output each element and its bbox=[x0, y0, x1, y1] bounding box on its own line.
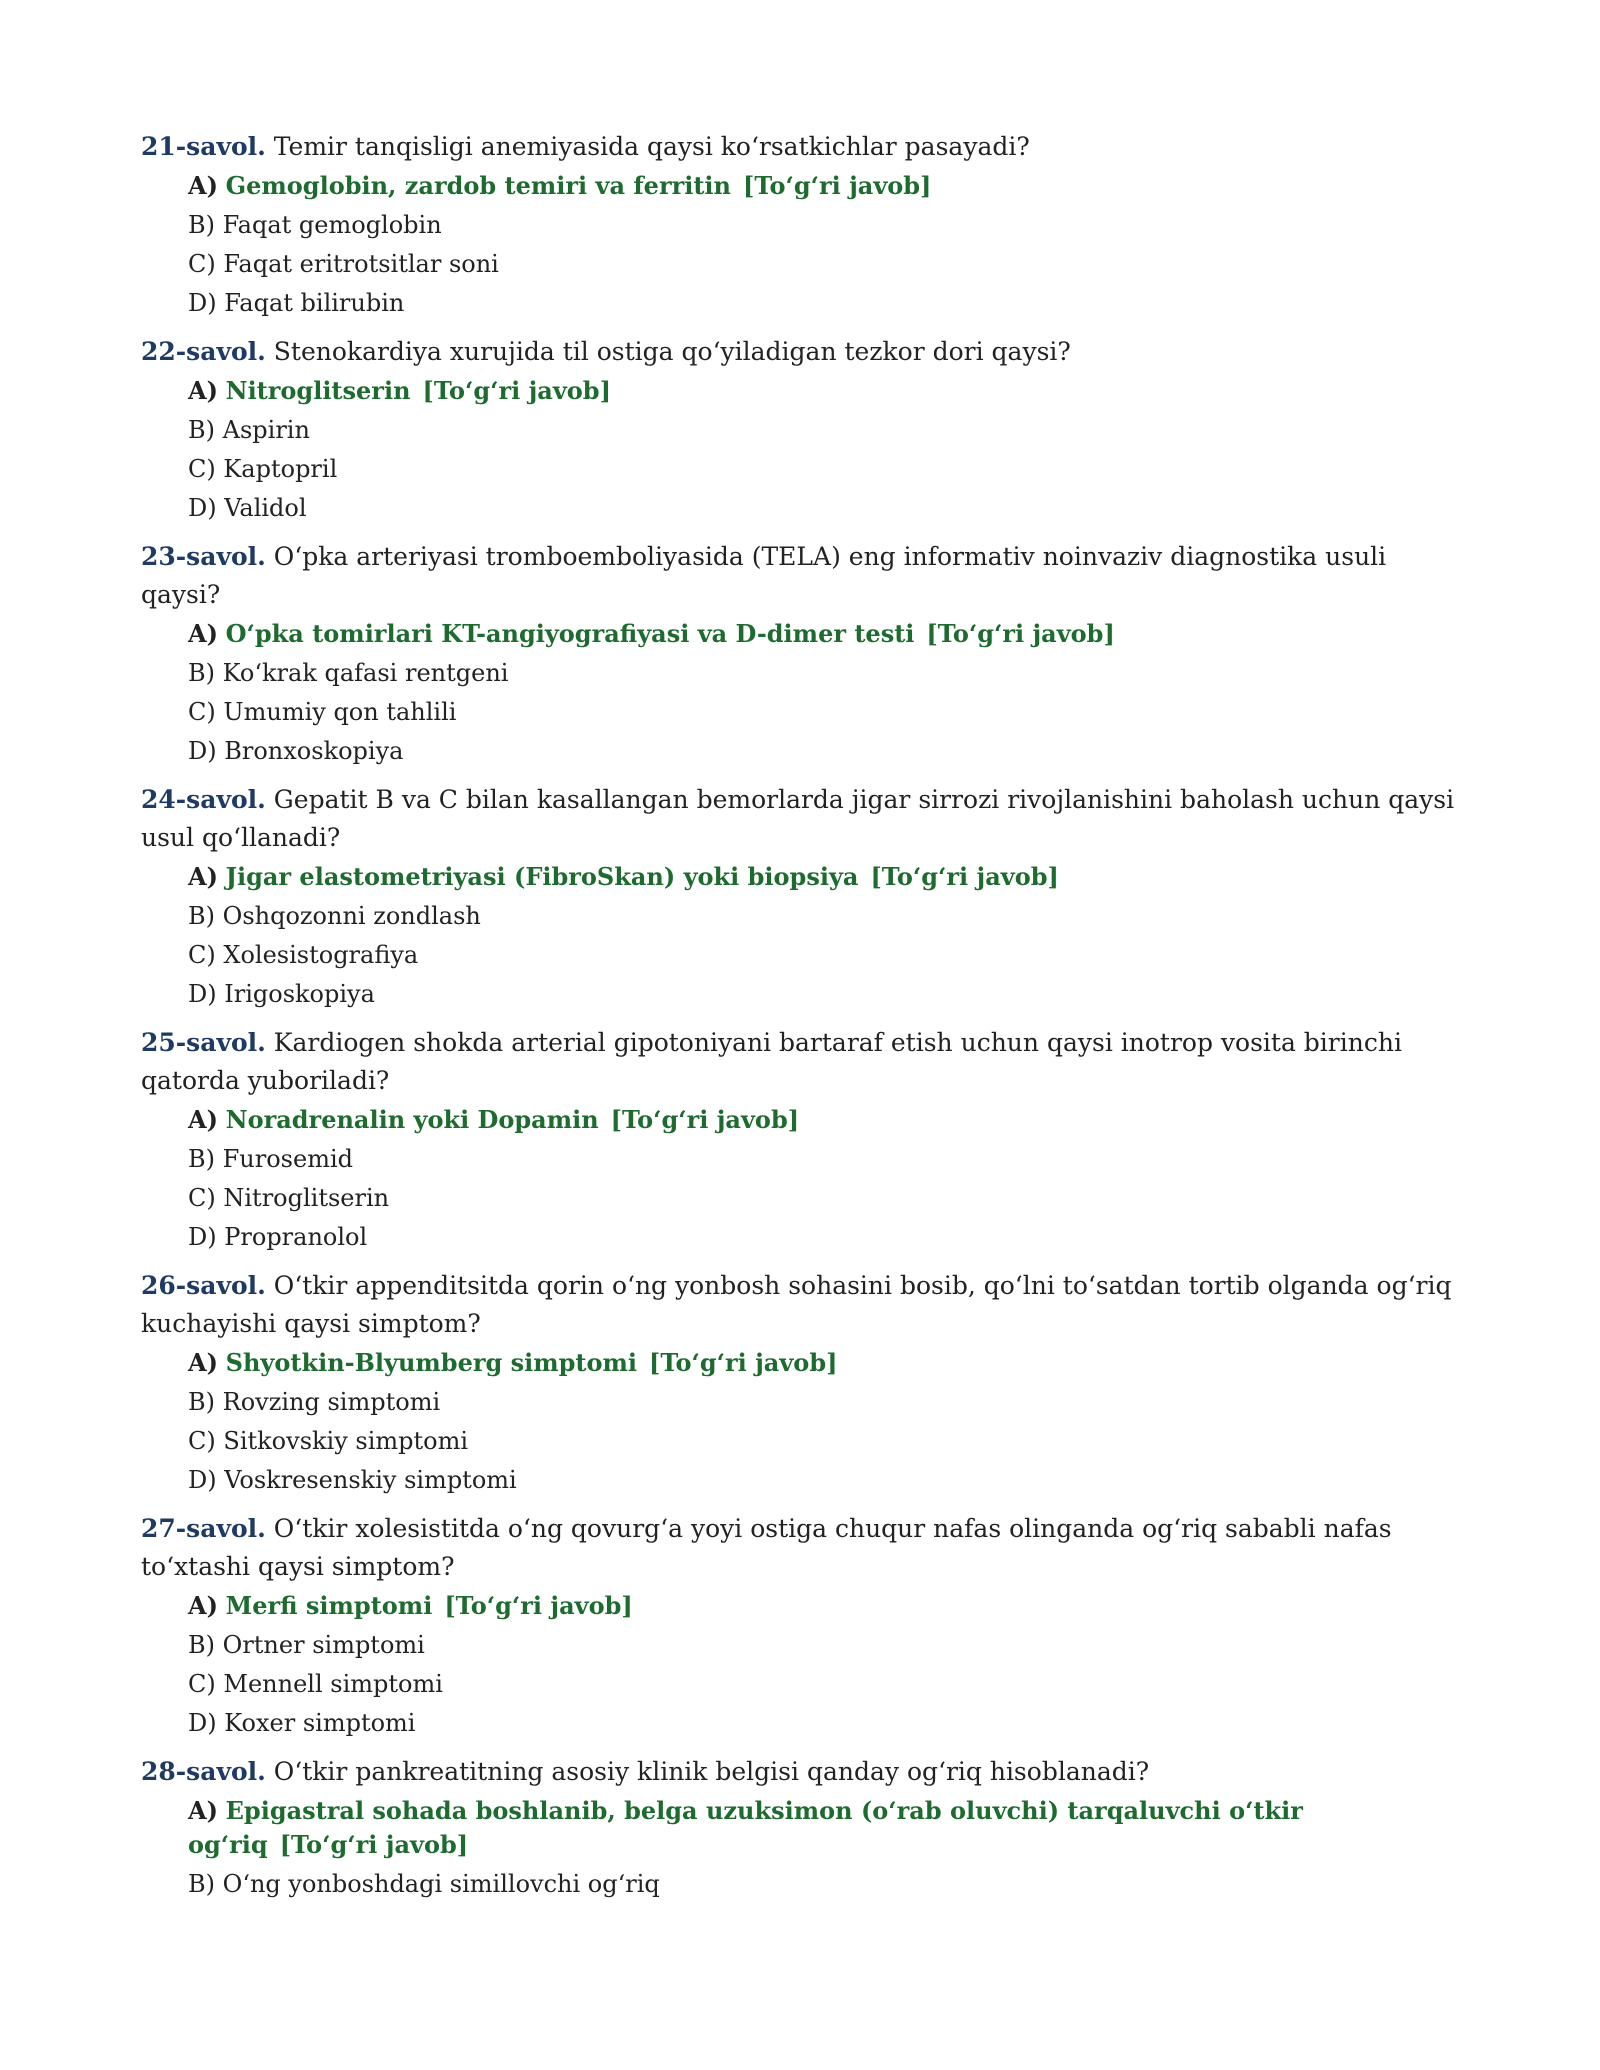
question-text: Gepatit B va C bilan kasallangan bemorlarda jigar sirrozi rivojlanishini baholash uchun qaysi usul qo‘llanadi? bbox=[141, 785, 1455, 852]
option-text: O‘pka tomirlari KT-angiyografiyasi va D-dimer testi bbox=[225, 619, 915, 648]
option-letter: B) bbox=[188, 1870, 215, 1898]
question-21 bbox=[141, 128, 1471, 323]
option-text: Gemoglobin, zardob temiri va ferritin bbox=[225, 171, 731, 200]
question-text: O‘tkir xolesistitda o‘ng qovurg‘a yoyi ostiga chuqur nafas olinganda og‘riq sababli nafas to‘xtashi qaysi simptom? bbox=[141, 1514, 1392, 1581]
question-text: O‘tkir appenditsitda qorin o‘ng yonbosh sohasini bosib, qo‘lni to‘satdan tortib olganda og‘riq kuchayishi qaysi simptom? bbox=[141, 1271, 1452, 1338]
option-a-correct bbox=[188, 614, 1471, 654]
question-text: O‘tkir pankreatitning asosiy klinik belgisi qanday og‘riq hisoblanadi? bbox=[273, 1757, 1150, 1786]
option-text: Propranolol bbox=[224, 1223, 368, 1251]
question-text-line bbox=[141, 1753, 1471, 1791]
question-number: 21-savol. bbox=[141, 132, 266, 161]
question-text-line bbox=[141, 538, 1471, 614]
option-text: Xolesistografiya bbox=[223, 941, 419, 969]
question-28 bbox=[141, 1753, 1471, 1904]
option-d bbox=[188, 1704, 1471, 1743]
correct-answer-tag: [To‘g‘ri javob] bbox=[610, 1105, 800, 1134]
question-text: O‘pka arteriyasi tromboemboliyasida (TELA) eng informativ noinvaziv diagnostika usuli qaysi? bbox=[141, 542, 1387, 609]
option-letter: D) bbox=[188, 289, 217, 317]
option-letter: D) bbox=[188, 980, 217, 1008]
question-number: 23-savol. bbox=[141, 542, 266, 571]
option-d bbox=[188, 489, 1471, 528]
options-list bbox=[141, 1100, 1471, 1257]
option-text: Koxer simptomi bbox=[224, 1709, 416, 1737]
option-letter: A) bbox=[188, 376, 218, 405]
option-c bbox=[188, 936, 1471, 975]
option-letter: B) bbox=[188, 1388, 215, 1416]
option-letter: A) bbox=[188, 1591, 218, 1620]
option-text: Ko‘krak qafasi rentgeni bbox=[222, 659, 509, 687]
option-b bbox=[188, 1865, 1471, 1904]
option-d bbox=[188, 1218, 1471, 1257]
question-number: 22-savol. bbox=[141, 337, 266, 366]
option-text: Merfi simptomi bbox=[225, 1591, 433, 1620]
correct-answer-tag: [To‘g‘ri javob] bbox=[444, 1591, 633, 1620]
option-text: Umumiy qon tahlili bbox=[223, 698, 457, 726]
question-text-line bbox=[141, 781, 1471, 857]
option-a-correct bbox=[188, 371, 1471, 411]
option-d bbox=[188, 975, 1471, 1014]
option-letter: D) bbox=[188, 1223, 217, 1251]
correct-answer-tag: [To‘g‘ri javob] bbox=[279, 1830, 469, 1859]
option-text: Bronxoskopiya bbox=[224, 737, 404, 765]
option-letter: D) bbox=[188, 1709, 217, 1737]
option-letter: A) bbox=[188, 171, 218, 200]
option-letter: A) bbox=[188, 619, 218, 648]
option-text: Kaptopril bbox=[223, 455, 338, 483]
option-text: Validol bbox=[224, 494, 307, 522]
option-d bbox=[188, 1461, 1471, 1500]
option-text: Faqat gemoglobin bbox=[222, 211, 442, 239]
option-letter: C) bbox=[188, 1427, 216, 1455]
option-text: Faqat eritrotsitlar soni bbox=[223, 250, 499, 278]
option-b bbox=[188, 206, 1471, 245]
option-a-correct bbox=[188, 1586, 1471, 1626]
question-number: 28-savol. bbox=[141, 1757, 266, 1786]
options-list bbox=[141, 371, 1471, 528]
option-letter: C) bbox=[188, 250, 216, 278]
correct-answer-tag: [To‘g‘ri javob] bbox=[743, 171, 932, 200]
option-text: Nitroglitserin bbox=[223, 1184, 390, 1212]
option-text: Jigar elastometriyasi (FibroSkan) yoki biopsiya bbox=[225, 862, 859, 891]
question-text-line bbox=[141, 333, 1471, 371]
option-c bbox=[188, 245, 1471, 284]
option-letter: C) bbox=[188, 455, 216, 483]
question-text: Temir tanqisligi anemiyasida qaysi ko‘rsatkichlar pasayadi? bbox=[273, 132, 1030, 161]
option-text: Epigastral sohada boshlanib, belga uzuksimon (o‘rab oluvchi) tarqaluvchi o‘tkir og‘riq bbox=[188, 1796, 1303, 1859]
option-text: Rovzing simptomi bbox=[222, 1388, 441, 1416]
option-b bbox=[188, 1383, 1471, 1422]
option-c bbox=[188, 1422, 1471, 1461]
option-letter: C) bbox=[188, 1184, 216, 1212]
option-text: Sitkovskiy simptomi bbox=[223, 1427, 469, 1455]
option-b bbox=[188, 411, 1471, 450]
question-text-line bbox=[141, 1510, 1471, 1586]
option-letter: A) bbox=[188, 862, 218, 891]
question-text: Stenokardiya xurujida til ostiga qo‘yiladigan tezkor dori qaysi? bbox=[273, 337, 1071, 366]
option-text: Voskresenskiy simptomi bbox=[224, 1466, 517, 1494]
option-a-correct bbox=[188, 1791, 1471, 1865]
option-a-correct bbox=[188, 857, 1471, 897]
option-b bbox=[188, 1140, 1471, 1179]
question-text-line bbox=[141, 128, 1471, 166]
option-c bbox=[188, 450, 1471, 489]
question-23 bbox=[141, 538, 1471, 771]
option-text: Aspirin bbox=[222, 416, 310, 444]
question-26 bbox=[141, 1267, 1471, 1500]
option-letter: B) bbox=[188, 416, 215, 444]
question-text-line bbox=[141, 1267, 1471, 1343]
question-number: 25-savol. bbox=[141, 1028, 266, 1057]
option-b bbox=[188, 897, 1471, 936]
option-b bbox=[188, 654, 1471, 693]
option-letter: C) bbox=[188, 698, 216, 726]
option-letter: B) bbox=[188, 902, 215, 930]
option-d bbox=[188, 284, 1471, 323]
option-letter: B) bbox=[188, 1145, 215, 1173]
question-24 bbox=[141, 781, 1471, 1014]
options-list bbox=[141, 166, 1471, 323]
option-letter: B) bbox=[188, 659, 215, 687]
option-letter: D) bbox=[188, 1466, 217, 1494]
option-letter: D) bbox=[188, 494, 217, 522]
option-b bbox=[188, 1626, 1471, 1665]
option-text: Mennell simptomi bbox=[223, 1670, 443, 1698]
question-27 bbox=[141, 1510, 1471, 1743]
question-number: 27-savol. bbox=[141, 1514, 266, 1543]
option-text: Faqat bilirubin bbox=[224, 289, 405, 317]
correct-answer-tag: [To‘g‘ri javob] bbox=[870, 862, 1059, 891]
option-text: Furosemid bbox=[222, 1145, 353, 1173]
question-25 bbox=[141, 1024, 1471, 1257]
option-text: Shyotkin-Blyumberg simptomi bbox=[225, 1348, 638, 1377]
option-text: O‘ng yonboshdagi simillovchi og‘riq bbox=[222, 1870, 660, 1898]
option-c bbox=[188, 1665, 1471, 1704]
option-a-correct bbox=[188, 166, 1471, 206]
question-number: 26-savol. bbox=[141, 1271, 266, 1300]
option-d bbox=[188, 732, 1471, 771]
option-letter: A) bbox=[188, 1348, 218, 1377]
question-text: Kardiogen shokda arterial gipotoniyani bartaraf etish uchun qaysi inotrop vosita birinchi qatorda yuboriladi? bbox=[141, 1028, 1402, 1095]
option-text: Oshqozonni zondlash bbox=[222, 902, 481, 930]
option-c bbox=[188, 693, 1471, 732]
option-letter: D) bbox=[188, 737, 217, 765]
option-c bbox=[188, 1179, 1471, 1218]
options-list bbox=[141, 614, 1471, 771]
option-a-correct bbox=[188, 1100, 1471, 1140]
question-number: 24-savol. bbox=[141, 785, 266, 814]
option-text: Nitroglitserin bbox=[225, 376, 411, 405]
correct-answer-tag: [To‘g‘ri javob] bbox=[422, 376, 611, 405]
option-text: Noradrenalin yoki Dopamin bbox=[225, 1105, 599, 1134]
option-letter: A) bbox=[188, 1105, 218, 1134]
option-letter: B) bbox=[188, 1631, 215, 1659]
option-letter: C) bbox=[188, 941, 216, 969]
option-text: Ortner simptomi bbox=[222, 1631, 425, 1659]
option-a-correct bbox=[188, 1343, 1471, 1383]
correct-answer-tag: [To‘g‘ri javob] bbox=[649, 1348, 838, 1377]
question-text-line bbox=[141, 1024, 1471, 1100]
option-letter: B) bbox=[188, 211, 215, 239]
option-text: Irigoskopiya bbox=[224, 980, 375, 1008]
question-22 bbox=[141, 333, 1471, 528]
option-letter: C) bbox=[188, 1670, 216, 1698]
options-list bbox=[141, 1586, 1471, 1743]
options-list bbox=[141, 1791, 1471, 1904]
document-page bbox=[141, 128, 1471, 1914]
correct-answer-tag: [To‘g‘ri javob] bbox=[926, 619, 1115, 648]
options-list bbox=[141, 857, 1471, 1014]
options-list bbox=[141, 1343, 1471, 1500]
option-letter: A) bbox=[188, 1796, 218, 1825]
